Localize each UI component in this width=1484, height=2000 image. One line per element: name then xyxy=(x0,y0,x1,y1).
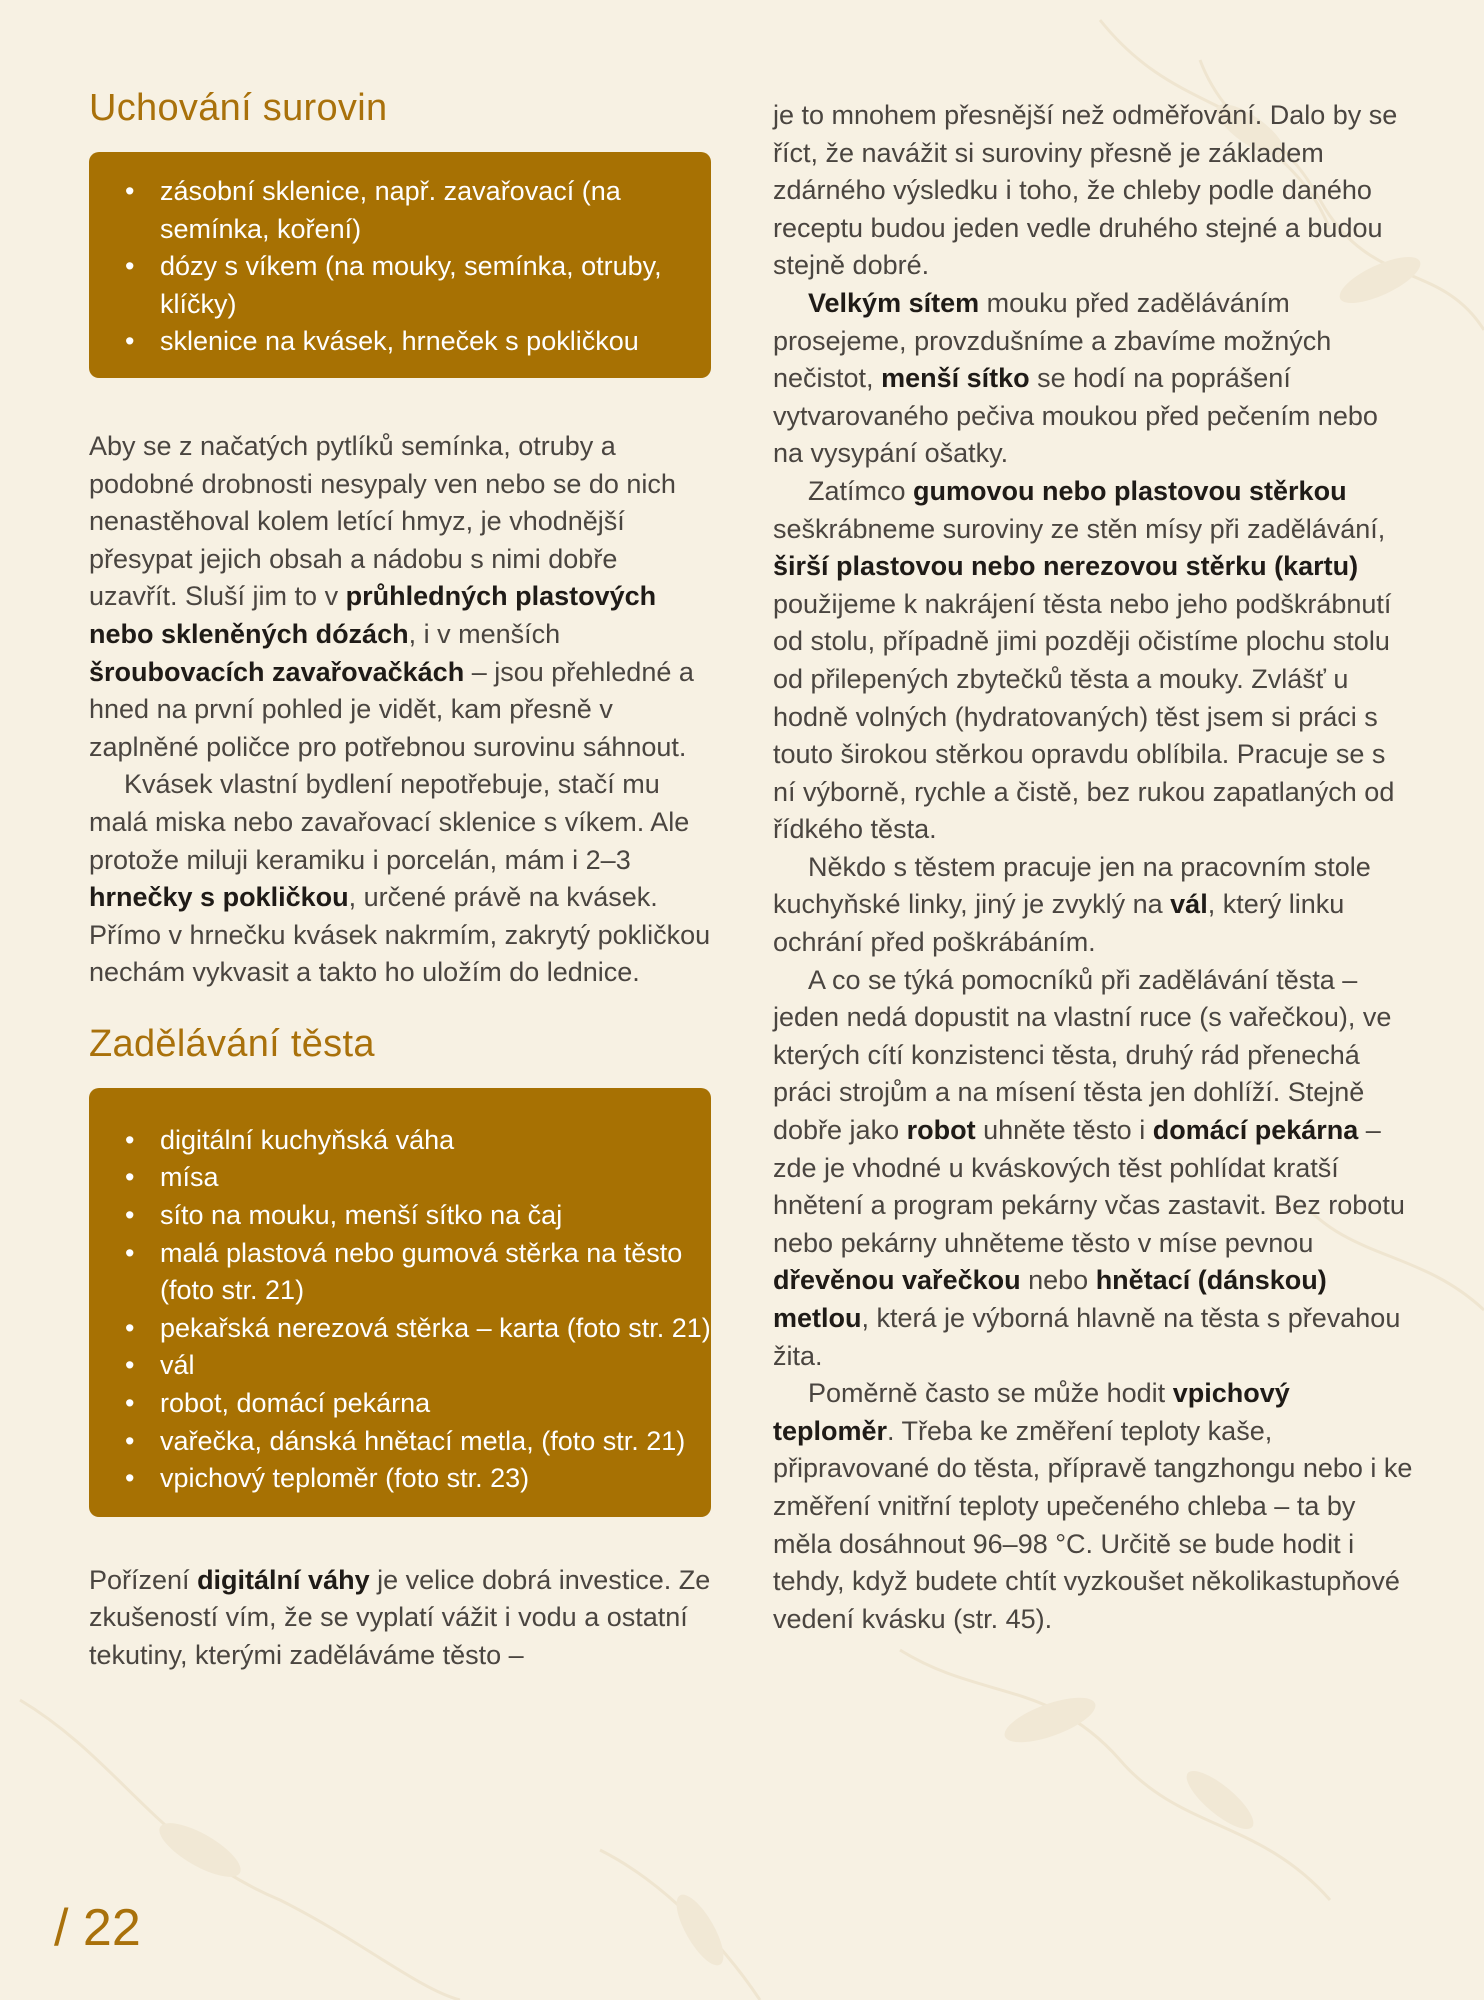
bullet-icon: • xyxy=(125,1200,135,1231)
list-item: • zásobní sklenice, např. zavařovací (na semínka, koření) xyxy=(89,173,711,248)
bullet-icon: • xyxy=(125,1388,135,1419)
dough-equipment-box xyxy=(89,1088,711,1517)
bullet-icon: • xyxy=(125,176,135,206)
bullet-icon: • xyxy=(125,326,135,357)
left-column xyxy=(89,84,711,1675)
bullet-icon: • xyxy=(125,1463,135,1494)
paragraph: je to mnohem přesnější než odměřování. Dalo by se říct, že navážit si suroviny přesně je základem zdárného výsledku i toho, že chleby podle daného receptu budou jeden vedle druhého stejné a budou stejně dobré. xyxy=(773,100,1398,281)
paragraph: Pořízení digitální váhy je velice dobrá investice. Ze zkušeností vím, že se vyplatí vážit i vodu a ostatní tekutiny, kterými zaděláváme těsto – xyxy=(89,1564,711,1670)
paragraph: Někdo s těstem pracuje jen na pracovním stole kuchyňské linky, jiný je zvyklý na vál, který linku ochrání před poškrábáním. xyxy=(773,851,1371,958)
storage-equipment-box xyxy=(89,152,711,378)
list-item: • pekařská nerezová stěrka – karta (foto str. 21) xyxy=(89,1310,711,1348)
list-item: • dózy s víkem (na mouky, semínka, otruby, klíčky) xyxy=(89,248,711,323)
paragraph: Kvásek vlastní bydlení nepotřebuje, stačí mu malá miska nebo zavařovací sklenice s víkem. Ale protože miluji keramiku i porcelán, mám i 2–3 hrnečky s pokličkou, určené právě na kvásek. Přímo v hrnečku kvásek nakrmím, zakrytý pokličkou nechám vykvasit a takto ho uložím do lednice. xyxy=(89,769,711,988)
list-item: • robot, domácí pekárna xyxy=(89,1385,711,1423)
list-item: • vál xyxy=(89,1347,711,1385)
list-item: • vařečka, dánská hnětací metla, (foto str. 21) xyxy=(89,1423,711,1461)
paragraph: Velkým sítem mouku před zaděláváním prosejeme, provzdušníme a zbavíme možných nečistot, menší sítko se hodí na poprášení vytvarovaného pečiva moukou před pečením nebo na vysypání ošatky. xyxy=(773,287,1378,469)
bullet-icon: • xyxy=(125,1425,135,1456)
paragraph: A co se týká pomocníků při zadělávání těsta – jeden nedá dopustit na vlastní ruce (s vařečkou), ve kterých cítí konzistenci těsta, druhý rád přenechá práci strojům a na mísení těsta jen dohlíží. Stejně dobře jako robot uhněte těsto i domácí pekárna – zde je vhodné u kváskových těst pohlídat kratší hnětení a program pekárny včas zastavit. Bez robotu nebo pekárny uhněteme těsto v míse pevnou dřevěnou vařečkou nebo hnětací (dánskou) metlou, která je výborná hlavně na těsta s převahou žita. xyxy=(773,964,1405,1371)
list-item: • vpichový teploměr (foto str. 23) xyxy=(89,1460,711,1498)
bullet-icon: • xyxy=(125,1124,135,1155)
right-column xyxy=(773,97,1413,1638)
list-item: • sklenice na kvásek, hrneček s pokličkou xyxy=(89,323,711,361)
dough-text xyxy=(89,1562,711,1675)
list-item: • mísa xyxy=(89,1159,711,1197)
list-item: • malá plastová nebo gumová stěrka na těsto (foto str. 21) xyxy=(89,1235,711,1310)
list-item: • digitální kuchyňská váha xyxy=(89,1122,711,1160)
dough-equipment-list xyxy=(89,1122,711,1498)
paragraph: Poměrně často se může hodit vpichový teploměr. Třeba ke změření teploty kaše, připravované do těsta, přípravě tangzhongu nebo i ke změření vnitřní teploty upečeného chleba – ta by měla dosáhnout 96–98 °C. Určitě se bude hodit i tehdy, když budete chtít vyzkoušet několikastupňové vedení kvásku (str. 45). xyxy=(773,1378,1413,1634)
section-title-dough: Zadělávání těsta xyxy=(89,1022,375,1065)
paragraph: Zatímco gumovou nebo plastovou stěrkou seškrábneme suroviny ze stěn mísy při zadělávání, širší plastovou nebo nerezovou stěrku (kartu) použijeme k nakrájení těsta nebo jeho podškrábnutí od stolu, případně jimi později očistíme plochu stolu od přilepených zbytečků těsta a mouky. Zvlášť u hodně volných (hydratovaných) těst jsem si práci s touto širokou stěrkou opravdu oblíbila. Pracuje se s ní výborně, rychle a čistě, bez rukou zapatlaných od řídkého těsta. xyxy=(773,475,1395,845)
bullet-icon: • xyxy=(125,251,135,282)
bullet-icon: • xyxy=(125,1162,135,1193)
section-title-storage: Uchování surovin xyxy=(89,87,388,129)
bullet-icon: • xyxy=(125,1237,135,1268)
page-number: / 22 xyxy=(54,1899,141,1957)
storage-text xyxy=(89,428,711,992)
list-item: • síto na mouku, menší sítko na čaj xyxy=(89,1197,711,1235)
bullet-icon: • xyxy=(125,1312,135,1343)
bullet-icon: • xyxy=(125,1350,135,1381)
storage-equipment-list xyxy=(89,173,711,361)
paragraph: Aby se z načatých pytlíků semínka, otruby a podobné drobnosti nesypaly ven nebo se do nich nenastěhoval kolem letící hmyz, je vhodnější přesypat jejich obsah a nádobu s nimi dobře uzavřít. Sluší jim to v průhledných plastových nebo skleněných dózách, i v menších šroubovacích zavařovačkách – jsou přehledné a hned na první pohled je vidět, kam přesně v zaplněné poličce pro potřebnou surovinu sáhnout. xyxy=(89,430,694,762)
